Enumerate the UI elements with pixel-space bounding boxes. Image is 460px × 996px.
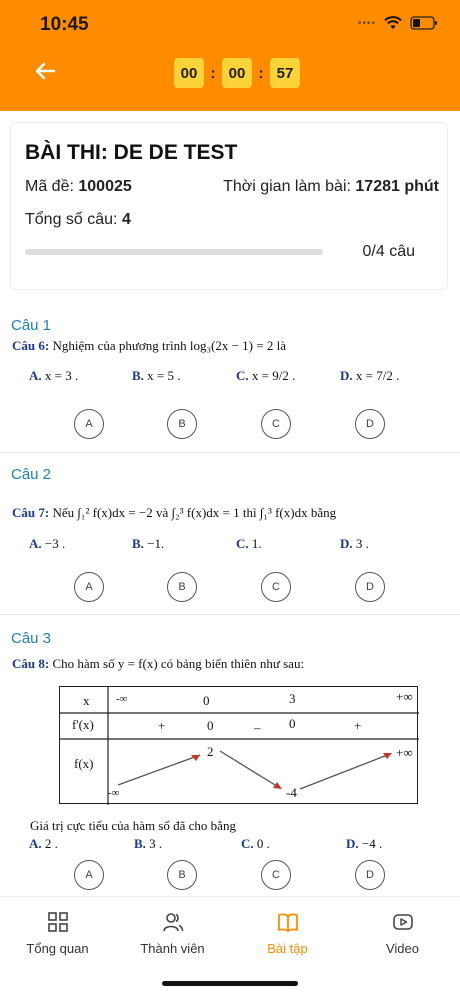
progress-text: 0/4 câu bbox=[362, 243, 415, 260]
tab-overview[interactable] bbox=[0, 897, 115, 967]
choice-a-button[interactable]: A bbox=[74, 572, 104, 602]
table-f-neg-inf: -∞ bbox=[108, 787, 120, 799]
timer-seconds: 57 bbox=[270, 58, 300, 88]
table-fprime-zero-1: 0 bbox=[207, 718, 214, 733]
countdown-timer bbox=[174, 58, 300, 88]
tab-exercises[interactable] bbox=[230, 897, 345, 967]
duration-label: Thời gian làm bài: bbox=[223, 178, 351, 195]
table-x-neg-inf: -∞ bbox=[116, 693, 128, 705]
question-stem: Cho hàm số bbox=[52, 656, 115, 671]
question-connector: và bbox=[156, 505, 169, 520]
question-expression: y = f(x) bbox=[117, 656, 158, 671]
option-c: C. 0 . bbox=[241, 836, 270, 851]
timer-separator: : bbox=[210, 64, 216, 82]
question-label: Câu 1 bbox=[11, 317, 52, 334]
question-expression: log₃(2x − 1) = 2 bbox=[189, 338, 274, 353]
answer-choices bbox=[0, 572, 460, 602]
choice-b-button[interactable]: B bbox=[167, 860, 197, 890]
table-f-header: f(x) bbox=[74, 756, 94, 771]
question-text bbox=[12, 656, 304, 672]
table-fprime-sign-3: + bbox=[354, 718, 362, 733]
integral-1: ∫₁² f(x)dx = −2 bbox=[77, 505, 153, 520]
question-count-value: 4 bbox=[121, 211, 131, 228]
battery-icon bbox=[410, 16, 438, 30]
question-label: Câu 2 bbox=[11, 466, 52, 483]
tab-label: Thành viên bbox=[140, 941, 205, 956]
tab-label: Bài tập bbox=[267, 941, 308, 956]
exam-meta-row bbox=[25, 178, 439, 196]
question-stem: Nghiệm của phương trình bbox=[52, 338, 187, 353]
exam-code-value: 100025 bbox=[78, 178, 132, 195]
option-d: D. −4 . bbox=[346, 836, 383, 851]
progress-bar bbox=[25, 249, 323, 255]
question-stem: Nếu bbox=[52, 505, 75, 520]
status-icons bbox=[358, 16, 438, 30]
table-f-min: -4 bbox=[286, 785, 297, 800]
table-x-header: x bbox=[83, 693, 90, 708]
back-button[interactable] bbox=[28, 54, 62, 88]
question-tail: là bbox=[276, 338, 286, 353]
grid-icon bbox=[47, 911, 69, 933]
users-icon bbox=[162, 911, 184, 933]
status-time: 10:45 bbox=[40, 14, 89, 35]
question-connector: thì bbox=[242, 505, 257, 520]
divider bbox=[0, 452, 460, 453]
table-fprime-zero-2: 0 bbox=[289, 716, 296, 731]
choice-c-button[interactable]: C bbox=[261, 860, 291, 890]
arrow-left-icon bbox=[28, 54, 62, 88]
option-a: A. 2 . bbox=[29, 836, 58, 851]
question-number: Câu 8: bbox=[12, 656, 50, 671]
table-f-pos-inf: +∞ bbox=[396, 745, 413, 760]
option-c: C. 1. bbox=[236, 536, 262, 551]
question-prompt: Giá trị cực tiểu của hàm số đã cho bằng bbox=[30, 818, 236, 833]
table-x-0: 0 bbox=[203, 693, 210, 708]
choice-a-button[interactable]: A bbox=[74, 860, 104, 890]
book-icon bbox=[277, 911, 299, 933]
integral-3: ∫₁³ f(x)dx bbox=[259, 505, 308, 520]
option-d: D. x = 7/2 . bbox=[340, 368, 400, 383]
option-b: B. 3 . bbox=[134, 836, 163, 851]
option-a: A. −3 . bbox=[29, 536, 66, 551]
choice-c-button[interactable]: C bbox=[261, 409, 291, 439]
timer-separator: : bbox=[258, 64, 264, 82]
tab-members[interactable] bbox=[115, 897, 230, 967]
table-fprime-header: f'(x) bbox=[72, 717, 94, 732]
table-x-3: 3 bbox=[289, 691, 296, 706]
option-d: D. 3 . bbox=[340, 536, 369, 551]
question-count-label: Tổng số câu: bbox=[25, 211, 118, 228]
exam-duration bbox=[223, 178, 439, 196]
question-tail: bằng bbox=[310, 505, 337, 520]
exam-info-card bbox=[10, 122, 448, 290]
signal-icon: •••• bbox=[357, 17, 376, 29]
question-number: Câu 6: bbox=[12, 338, 50, 353]
choice-d-button[interactable]: D bbox=[355, 860, 385, 890]
answer-choices bbox=[0, 409, 460, 439]
choice-c-button[interactable]: C bbox=[261, 572, 291, 602]
question-text bbox=[12, 338, 286, 354]
tab-label: Video bbox=[385, 941, 419, 956]
choice-b-button[interactable]: B bbox=[167, 409, 197, 439]
home-indicator bbox=[162, 981, 298, 986]
choice-d-button[interactable]: D bbox=[355, 409, 385, 439]
video-icon bbox=[392, 911, 414, 933]
table-x-pos-inf: +∞ bbox=[396, 689, 413, 704]
integral-2: ∫₂³ f(x)dx = 1 bbox=[171, 505, 240, 520]
choice-d-button[interactable]: D bbox=[355, 572, 385, 602]
variation-table bbox=[59, 686, 418, 804]
wifi-icon bbox=[384, 16, 402, 30]
option-b: B. x = 5 . bbox=[132, 368, 181, 383]
question-text bbox=[12, 505, 336, 521]
exam-code-label: Mã đề: bbox=[25, 178, 74, 195]
timer-minutes: 00 bbox=[222, 58, 252, 88]
choice-b-button[interactable]: B bbox=[167, 572, 197, 602]
option-c: C. x = 9/2 . bbox=[236, 368, 296, 383]
choice-a-button[interactable]: A bbox=[74, 409, 104, 439]
option-b: B. −1. bbox=[132, 536, 165, 551]
option-a: A. x = 3 . bbox=[29, 368, 79, 383]
header-bar bbox=[0, 0, 460, 111]
exam-title: BÀI THI: DE DE TEST bbox=[25, 141, 238, 164]
question-number: Câu 7: bbox=[12, 505, 50, 520]
timer-hours: 00 bbox=[174, 58, 204, 88]
tab-video[interactable] bbox=[345, 897, 460, 967]
duration-value: 17281 phút bbox=[355, 178, 439, 195]
tab-label: Tổng quan bbox=[26, 941, 89, 956]
question-tail: có bảng biến thiên như sau: bbox=[160, 656, 305, 671]
table-f-max: 2 bbox=[207, 744, 214, 759]
divider bbox=[0, 614, 460, 615]
table-fprime-sign-1: + bbox=[158, 718, 166, 733]
table-fprime-sign-2: – bbox=[254, 720, 261, 735]
question-count bbox=[25, 211, 131, 229]
question-label: Câu 3 bbox=[11, 630, 52, 647]
answer-choices bbox=[0, 860, 460, 890]
